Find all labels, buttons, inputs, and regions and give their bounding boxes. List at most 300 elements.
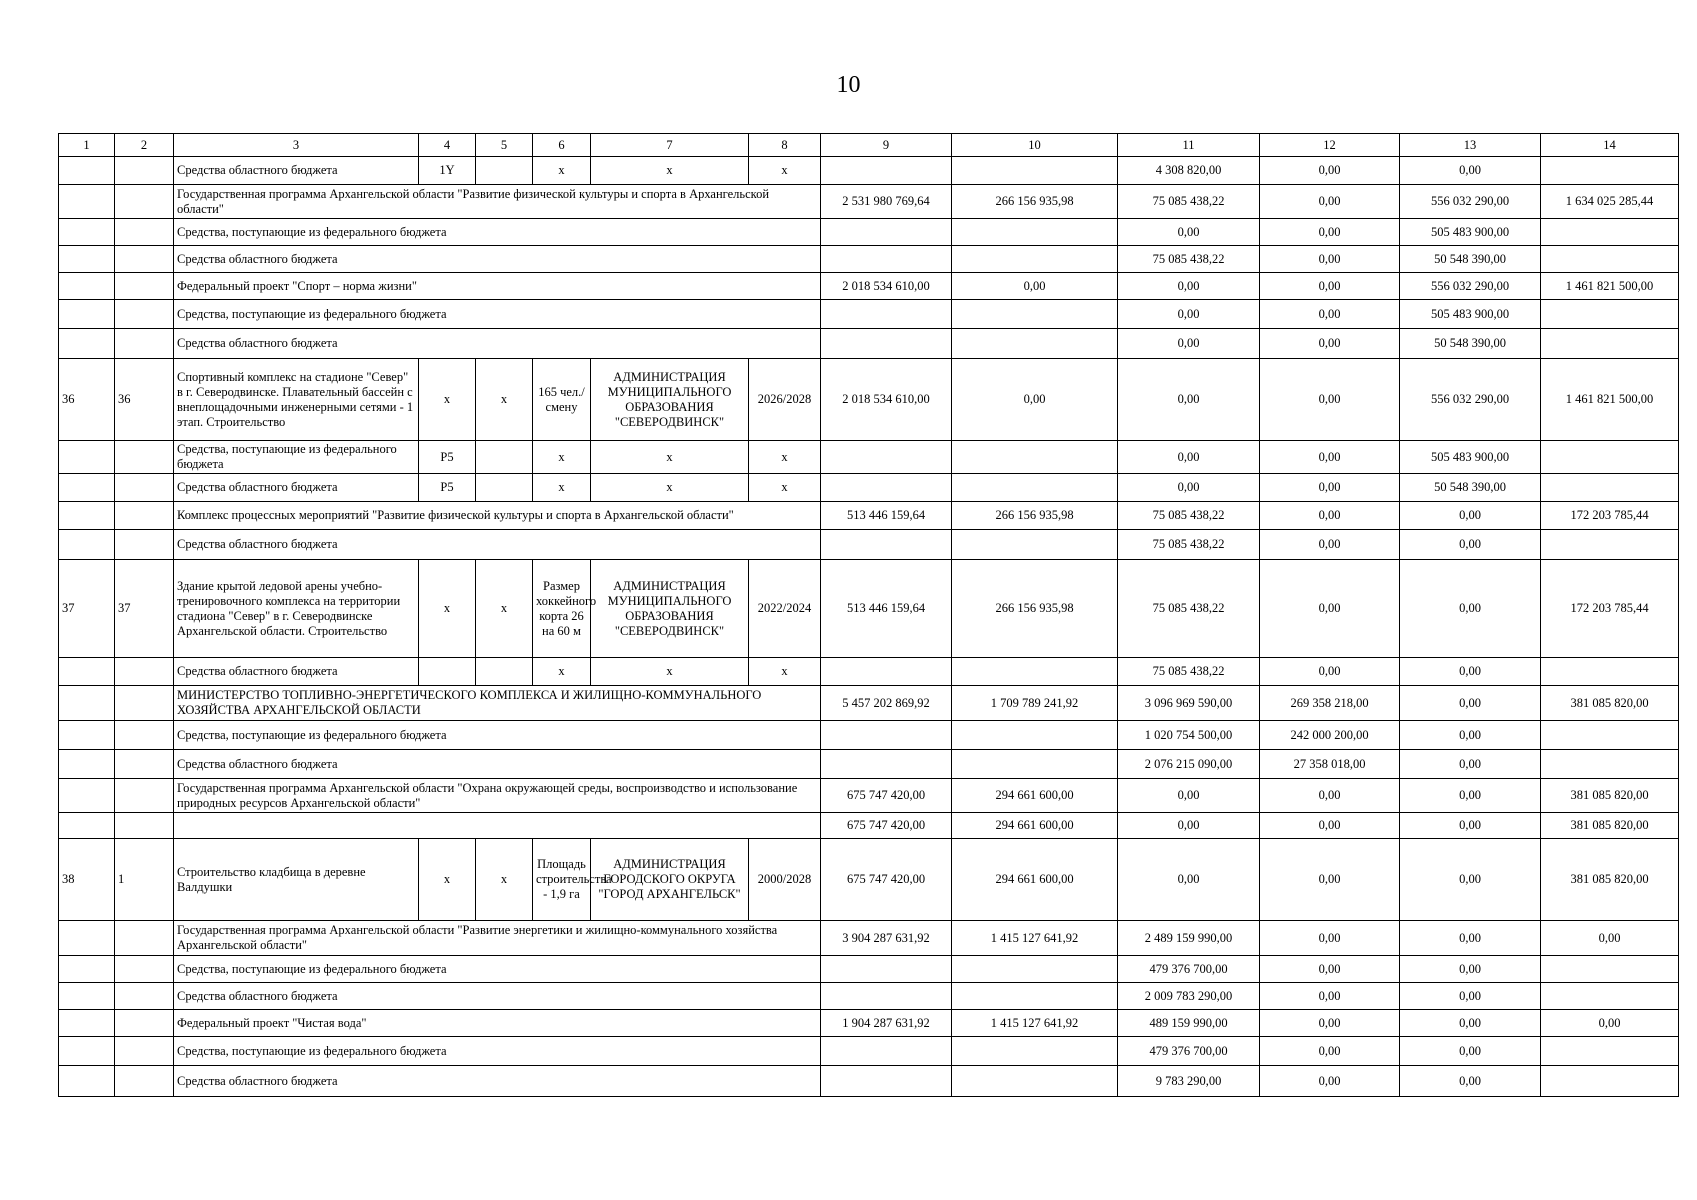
object-name: Здание крытой ледовой арены учебно-тренировочного комплекса на территории стадиона "Север" в г. Северодвинске Архангельской области. Строительство (174, 560, 419, 658)
budget-table (58, 133, 1679, 1097)
cell-col14 (1541, 658, 1679, 686)
cell-col12: 0,00 (1260, 956, 1400, 983)
cell-col14 (1541, 441, 1679, 474)
cell-col9 (821, 1066, 952, 1097)
program-title: МИНИСТЕРСТВО ТОПЛИВНО-ЭНЕРГЕТИЧЕСКОГО КОМПЛЕКСА И ЖИЛИЩНО-КОММУНАЛЬНОГО ХОЗЯЙСТВА АРХАНГЕЛЬСКОЙ ОБЛАСТИ (174, 686, 821, 721)
funding-source-row (59, 300, 1679, 329)
cell-col6: x (533, 157, 591, 185)
cell-col4: P5 (419, 441, 476, 474)
cell-col13: 50 548 390,00 (1400, 329, 1541, 359)
cell-col14: 1 461 821 500,00 (1541, 359, 1679, 441)
cell-col2 (115, 185, 174, 219)
cell-col12: 0,00 (1260, 474, 1400, 502)
column-header: 5 (476, 134, 533, 157)
cell-col12: 0,00 (1260, 1010, 1400, 1037)
cell-col2 (115, 1066, 174, 1097)
cell-col13: 0,00 (1400, 1037, 1541, 1066)
cell-col8: x (749, 157, 821, 185)
column-header: 11 (1118, 134, 1260, 157)
customer: АДМИНИСТРАЦИЯ МУНИЦИПАЛЬНОГО ОБРАЗОВАНИЯ "СЕВЕРОДВИНСК" (591, 359, 749, 441)
funding-source-row (59, 956, 1679, 983)
row-number: 38 (59, 839, 115, 921)
cell-col10: 266 156 935,98 (952, 185, 1118, 219)
cell-col14 (1541, 246, 1679, 273)
cell-col9: 675 747 420,00 (821, 813, 952, 839)
cell-col11: 4 308 820,00 (1118, 157, 1260, 185)
cell-col13: 0,00 (1400, 721, 1541, 750)
cell-col10: 266 156 935,98 (952, 560, 1118, 658)
cell-col11: 0,00 (1118, 329, 1260, 359)
cell-col1 (59, 157, 115, 185)
object-row (59, 560, 1679, 658)
table-body (59, 134, 1679, 1097)
cell-col9 (821, 300, 952, 329)
cell-col2 (115, 779, 174, 813)
cell-col11: 0,00 (1118, 779, 1260, 813)
cell-col14: 172 203 785,44 (1541, 560, 1679, 658)
cell-col9 (821, 658, 952, 686)
cell-col4: x (419, 560, 476, 658)
cell-col13: 0,00 (1400, 813, 1541, 839)
cell-col1 (59, 474, 115, 502)
cell-col11: 0,00 (1118, 839, 1260, 921)
cell-col12: 0,00 (1260, 329, 1400, 359)
program-row (59, 921, 1679, 956)
funding-source-row (59, 1037, 1679, 1066)
column-header: 13 (1400, 134, 1541, 157)
column-header: 1 (59, 134, 115, 157)
cell-col13: 0,00 (1400, 956, 1541, 983)
cell-col10: 294 661 600,00 (952, 839, 1118, 921)
cell-col14 (1541, 983, 1679, 1010)
cell-col2 (115, 686, 174, 721)
cell-col14: 172 203 785,44 (1541, 502, 1679, 530)
cell-col12: 0,00 (1260, 779, 1400, 813)
program-title (174, 813, 821, 839)
cell-col9 (821, 750, 952, 779)
funding-source-label: Средства областного бюджета (174, 246, 821, 273)
funding-source-label: Средства областного бюджета (174, 983, 821, 1010)
cell-col6: x (533, 474, 591, 502)
cell-col9: 5 457 202 869,92 (821, 686, 952, 721)
cell-col10 (952, 956, 1118, 983)
cell-col14: 1 461 821 500,00 (1541, 273, 1679, 300)
cell-col9: 675 747 420,00 (821, 779, 952, 813)
cell-col14 (1541, 530, 1679, 560)
program-row (59, 273, 1679, 300)
cell-col13: 0,00 (1400, 658, 1541, 686)
cell-col14 (1541, 300, 1679, 329)
cell-col7: x (591, 658, 749, 686)
cell-col7: x (591, 441, 749, 474)
cell-col11: 2 489 159 990,00 (1118, 921, 1260, 956)
cell-col13: 505 483 900,00 (1400, 219, 1541, 246)
cell-col2 (115, 474, 174, 502)
cell-col2 (115, 329, 174, 359)
cell-col11: 0,00 (1118, 300, 1260, 329)
sub-number: 37 (115, 560, 174, 658)
funding-source-row (59, 474, 1679, 502)
funding-source-label: Средства областного бюджета (174, 1066, 821, 1097)
funding-source-row (59, 246, 1679, 273)
cell-col10: 294 661 600,00 (952, 779, 1118, 813)
cell-col2 (115, 721, 174, 750)
cell-col9 (821, 530, 952, 560)
cell-col11: 3 096 969 590,00 (1118, 686, 1260, 721)
column-header: 10 (952, 134, 1118, 157)
cell-col1 (59, 530, 115, 560)
cell-col11: 9 783 290,00 (1118, 1066, 1260, 1097)
cell-col13: 0,00 (1400, 686, 1541, 721)
cell-col9: 1 904 287 631,92 (821, 1010, 952, 1037)
program-title: Государственная программа Архангельской области "Развитие физической культуры и спорта в Архангельской области" (174, 185, 821, 219)
cell-col1 (59, 658, 115, 686)
cell-col1 (59, 502, 115, 530)
object-row (59, 359, 1679, 441)
cell-col13: 0,00 (1400, 1010, 1541, 1037)
cell-col9: 675 747 420,00 (821, 839, 952, 921)
cell-col11: 0,00 (1118, 359, 1260, 441)
cell-col14 (1541, 1037, 1679, 1066)
customer: АДМИНИСТРАЦИЯ ГОРОДСКОГО ОКРУГА "ГОРОД АРХАНГЕЛЬСК" (591, 839, 749, 921)
cell-col11: 75 085 438,22 (1118, 246, 1260, 273)
cell-col1 (59, 246, 115, 273)
cell-col10 (952, 721, 1118, 750)
column-header: 2 (115, 134, 174, 157)
funding-source-label: Средства областного бюджета (174, 329, 821, 359)
funding-source-row (59, 983, 1679, 1010)
cell-col10 (952, 1066, 1118, 1097)
cell-col9 (821, 1037, 952, 1066)
cell-col12: 0,00 (1260, 219, 1400, 246)
column-number-row (59, 134, 1679, 157)
funding-source-label: Средства, поступающие из федерального бюджета (174, 956, 821, 983)
cell-col11: 479 376 700,00 (1118, 956, 1260, 983)
program-row (59, 1010, 1679, 1037)
column-header: 9 (821, 134, 952, 157)
funding-source-label: Средства, поступающие из федерального бюджета (174, 219, 821, 246)
cell-col11: 75 085 438,22 (1118, 560, 1260, 658)
column-header: 7 (591, 134, 749, 157)
cell-col14: 381 085 820,00 (1541, 839, 1679, 921)
column-header: 4 (419, 134, 476, 157)
cell-col11: 75 085 438,22 (1118, 185, 1260, 219)
cell-col13: 556 032 290,00 (1400, 185, 1541, 219)
cell-col11: 489 159 990,00 (1118, 1010, 1260, 1037)
funding-source-label: Средства, поступающие из федерального бюджета (174, 1037, 821, 1066)
cell-col12: 0,00 (1260, 921, 1400, 956)
program-title: Комплекс процессных мероприятий "Развитие физической культуры и спорта в Архангельской области" (174, 502, 821, 530)
cell-col2 (115, 219, 174, 246)
cell-col9: 3 904 287 631,92 (821, 921, 952, 956)
cell-col13: 50 548 390,00 (1400, 474, 1541, 502)
cell-col2 (115, 502, 174, 530)
funding-source-label: Средства областного бюджета (174, 474, 419, 502)
cell-col9 (821, 246, 952, 273)
cell-col13: 556 032 290,00 (1400, 359, 1541, 441)
cell-col8: x (749, 658, 821, 686)
program-row (59, 779, 1679, 813)
cell-col10: 266 156 935,98 (952, 502, 1118, 530)
cell-col11: 479 376 700,00 (1118, 1037, 1260, 1066)
cell-col13: 505 483 900,00 (1400, 441, 1541, 474)
cell-col1 (59, 721, 115, 750)
funding-source-row (59, 530, 1679, 560)
cell-col1 (59, 441, 115, 474)
cell-col11: 2 009 783 290,00 (1118, 983, 1260, 1010)
period: 2000/2028 (749, 839, 821, 921)
cell-col10 (952, 329, 1118, 359)
cell-col14: 0,00 (1541, 1010, 1679, 1037)
cell-col2 (115, 1010, 174, 1037)
cell-col10 (952, 441, 1118, 474)
cell-col8: x (749, 441, 821, 474)
cell-col9 (821, 956, 952, 983)
row-number: 36 (59, 359, 115, 441)
cell-col12: 27 358 018,00 (1260, 750, 1400, 779)
cell-col1 (59, 1037, 115, 1066)
cell-col1 (59, 956, 115, 983)
cell-col14: 381 085 820,00 (1541, 813, 1679, 839)
cell-col1 (59, 750, 115, 779)
cell-col1 (59, 813, 115, 839)
cell-col10 (952, 750, 1118, 779)
cell-col13: 0,00 (1400, 560, 1541, 658)
cell-col9 (821, 474, 952, 502)
cell-col14: 381 085 820,00 (1541, 779, 1679, 813)
cell-col9: 513 446 159,64 (821, 502, 952, 530)
cell-col11: 75 085 438,22 (1118, 658, 1260, 686)
cell-col12: 0,00 (1260, 441, 1400, 474)
cell-col11: 0,00 (1118, 273, 1260, 300)
customer: АДМИНИСТРАЦИЯ МУНИЦИПАЛЬНОГО ОБРАЗОВАНИЯ "СЕВЕРОДВИНСК" (591, 560, 749, 658)
funding-source-label: Средства, поступающие из федерального бюджета (174, 441, 419, 474)
cell-col12: 0,00 (1260, 560, 1400, 658)
cell-col6: x (533, 441, 591, 474)
cell-col1 (59, 185, 115, 219)
cell-col9: 2 018 534 610,00 (821, 359, 952, 441)
cell-col12: 0,00 (1260, 359, 1400, 441)
program-title: Государственная программа Архангельской области "Охрана окружающей среды, воспроизводство и использование природных ресурсов Архангельской области" (174, 779, 821, 813)
cell-col1 (59, 983, 115, 1010)
cell-col7: x (591, 474, 749, 502)
cell-col11: 0,00 (1118, 813, 1260, 839)
cell-col7: x (591, 157, 749, 185)
cell-col12: 0,00 (1260, 300, 1400, 329)
cell-col10 (952, 300, 1118, 329)
cell-col14 (1541, 956, 1679, 983)
cell-col9: 2 531 980 769,64 (821, 185, 952, 219)
cell-col14: 0,00 (1541, 921, 1679, 956)
cell-col2 (115, 273, 174, 300)
cell-col10: 0,00 (952, 273, 1118, 300)
program-row (59, 686, 1679, 721)
cell-col13: 0,00 (1400, 750, 1541, 779)
cell-col11: 75 085 438,22 (1118, 530, 1260, 560)
funding-source-row (59, 441, 1679, 474)
cell-col12: 269 358 218,00 (1260, 686, 1400, 721)
cell-col11: 2 076 215 090,00 (1118, 750, 1260, 779)
cell-col14: 381 085 820,00 (1541, 686, 1679, 721)
cell-col4: 1Y (419, 157, 476, 185)
cell-col13: 0,00 (1400, 157, 1541, 185)
cell-col5: x (476, 839, 533, 921)
funding-source-row (59, 329, 1679, 359)
funding-source-row (59, 219, 1679, 246)
cell-col13: 0,00 (1400, 983, 1541, 1010)
object-name: Строительство кладбища в деревне Валдушки (174, 839, 419, 921)
cell-col12: 0,00 (1260, 1066, 1400, 1097)
cell-col2 (115, 813, 174, 839)
cell-col9: 513 446 159,64 (821, 560, 952, 658)
cell-col14 (1541, 329, 1679, 359)
cell-col13: 0,00 (1400, 530, 1541, 560)
cell-col9: 2 018 534 610,00 (821, 273, 952, 300)
page-number: 10 (836, 72, 861, 98)
funding-source-row (59, 750, 1679, 779)
funding-source-row (59, 721, 1679, 750)
cell-col13: 0,00 (1400, 921, 1541, 956)
funding-source-label: Средства областного бюджета (174, 530, 821, 560)
cell-col12: 0,00 (1260, 157, 1400, 185)
cell-col10 (952, 474, 1118, 502)
cell-col14 (1541, 750, 1679, 779)
cell-col1 (59, 1066, 115, 1097)
object-row (59, 839, 1679, 921)
cell-col5 (476, 157, 533, 185)
cell-col2 (115, 658, 174, 686)
funding-source-label: Средства, поступающие из федерального бюджета (174, 721, 821, 750)
cell-col9 (821, 441, 952, 474)
capacity: Размер хоккейного корта 26 на 60 м (533, 560, 591, 658)
column-header: 6 (533, 134, 591, 157)
cell-col14 (1541, 474, 1679, 502)
cell-col10 (952, 530, 1118, 560)
cell-col1 (59, 273, 115, 300)
cell-col2 (115, 1037, 174, 1066)
cell-col2 (115, 300, 174, 329)
cell-col14 (1541, 219, 1679, 246)
sub-number: 36 (115, 359, 174, 441)
program-title: Федеральный проект "Спорт – норма жизни" (174, 273, 821, 300)
cell-col10: 1 415 127 641,92 (952, 921, 1118, 956)
column-header: 8 (749, 134, 821, 157)
cell-col12: 0,00 (1260, 839, 1400, 921)
cell-col13: 0,00 (1400, 779, 1541, 813)
cell-col10 (952, 983, 1118, 1010)
cell-col1 (59, 219, 115, 246)
cell-col10 (952, 157, 1118, 185)
period: 2022/2024 (749, 560, 821, 658)
cell-col4 (419, 658, 476, 686)
cell-col10: 0,00 (952, 359, 1118, 441)
cell-col6: x (533, 658, 591, 686)
cell-col10 (952, 246, 1118, 273)
period: 2026/2028 (749, 359, 821, 441)
cell-col12: 242 000 200,00 (1260, 721, 1400, 750)
cell-col2 (115, 750, 174, 779)
cell-col2 (115, 530, 174, 560)
cell-col5: x (476, 359, 533, 441)
column-header: 3 (174, 134, 419, 157)
cell-col11: 1 020 754 500,00 (1118, 721, 1260, 750)
funding-source-label: Средства областного бюджета (174, 658, 419, 686)
cell-col14 (1541, 157, 1679, 185)
capacity: 165 чел./смену (533, 359, 591, 441)
cell-col12: 0,00 (1260, 246, 1400, 273)
cell-col1 (59, 329, 115, 359)
cell-col4: P5 (419, 474, 476, 502)
cell-col2 (115, 956, 174, 983)
program-title: Федеральный проект "Чистая вода" (174, 1010, 821, 1037)
column-header: 12 (1260, 134, 1400, 157)
cell-col11: 0,00 (1118, 219, 1260, 246)
funding-source-label: Средства областного бюджета (174, 157, 419, 185)
program-row (59, 813, 1679, 839)
cell-col12: 0,00 (1260, 273, 1400, 300)
object-name: Спортивный комплекс на стадионе "Север" в г. Северодвинске. Плавательный бассейн с внеплощадочными инженерными сетями - 1 этап. Строительство (174, 359, 419, 441)
cell-col12: 0,00 (1260, 1037, 1400, 1066)
cell-col9 (821, 983, 952, 1010)
cell-col10 (952, 1037, 1118, 1066)
row-number: 37 (59, 560, 115, 658)
cell-col12: 0,00 (1260, 530, 1400, 560)
cell-col4: x (419, 839, 476, 921)
program-row (59, 185, 1679, 219)
cell-col11: 0,00 (1118, 441, 1260, 474)
cell-col1 (59, 921, 115, 956)
cell-col9 (821, 721, 952, 750)
cell-col5 (476, 658, 533, 686)
funding-source-row (59, 157, 1679, 185)
cell-col1 (59, 1010, 115, 1037)
cell-col12: 0,00 (1260, 658, 1400, 686)
program-row (59, 502, 1679, 530)
cell-col8: x (749, 474, 821, 502)
cell-col11: 0,00 (1118, 474, 1260, 502)
cell-col10: 1 415 127 641,92 (952, 1010, 1118, 1037)
cell-col13: 0,00 (1400, 1066, 1541, 1097)
funding-source-label: Средства областного бюджета (174, 750, 821, 779)
cell-col12: 0,00 (1260, 813, 1400, 839)
cell-col2 (115, 921, 174, 956)
cell-col5 (476, 441, 533, 474)
cell-col12: 0,00 (1260, 185, 1400, 219)
cell-col9 (821, 219, 952, 246)
column-header: 14 (1541, 134, 1679, 157)
cell-col2 (115, 157, 174, 185)
cell-col11: 75 085 438,22 (1118, 502, 1260, 530)
cell-col2 (115, 246, 174, 273)
funding-source-row (59, 1066, 1679, 1097)
cell-col13: 0,00 (1400, 502, 1541, 530)
cell-col14: 1 634 025 285,44 (1541, 185, 1679, 219)
cell-col10 (952, 658, 1118, 686)
cell-col10: 1 709 789 241,92 (952, 686, 1118, 721)
cell-col4: x (419, 359, 476, 441)
cell-col9 (821, 329, 952, 359)
cell-col2 (115, 441, 174, 474)
cell-col12: 0,00 (1260, 502, 1400, 530)
funding-source-row (59, 658, 1679, 686)
funding-source-label: Средства, поступающие из федерального бюджета (174, 300, 821, 329)
cell-col10: 294 661 600,00 (952, 813, 1118, 839)
cell-col13: 505 483 900,00 (1400, 300, 1541, 329)
program-title: Государственная программа Архангельской области "Развитие энергетики и жилищно-коммунального хозяйства Архангельской области" (174, 921, 821, 956)
cell-col10 (952, 219, 1118, 246)
cell-col12: 0,00 (1260, 983, 1400, 1010)
cell-col13: 0,00 (1400, 839, 1541, 921)
